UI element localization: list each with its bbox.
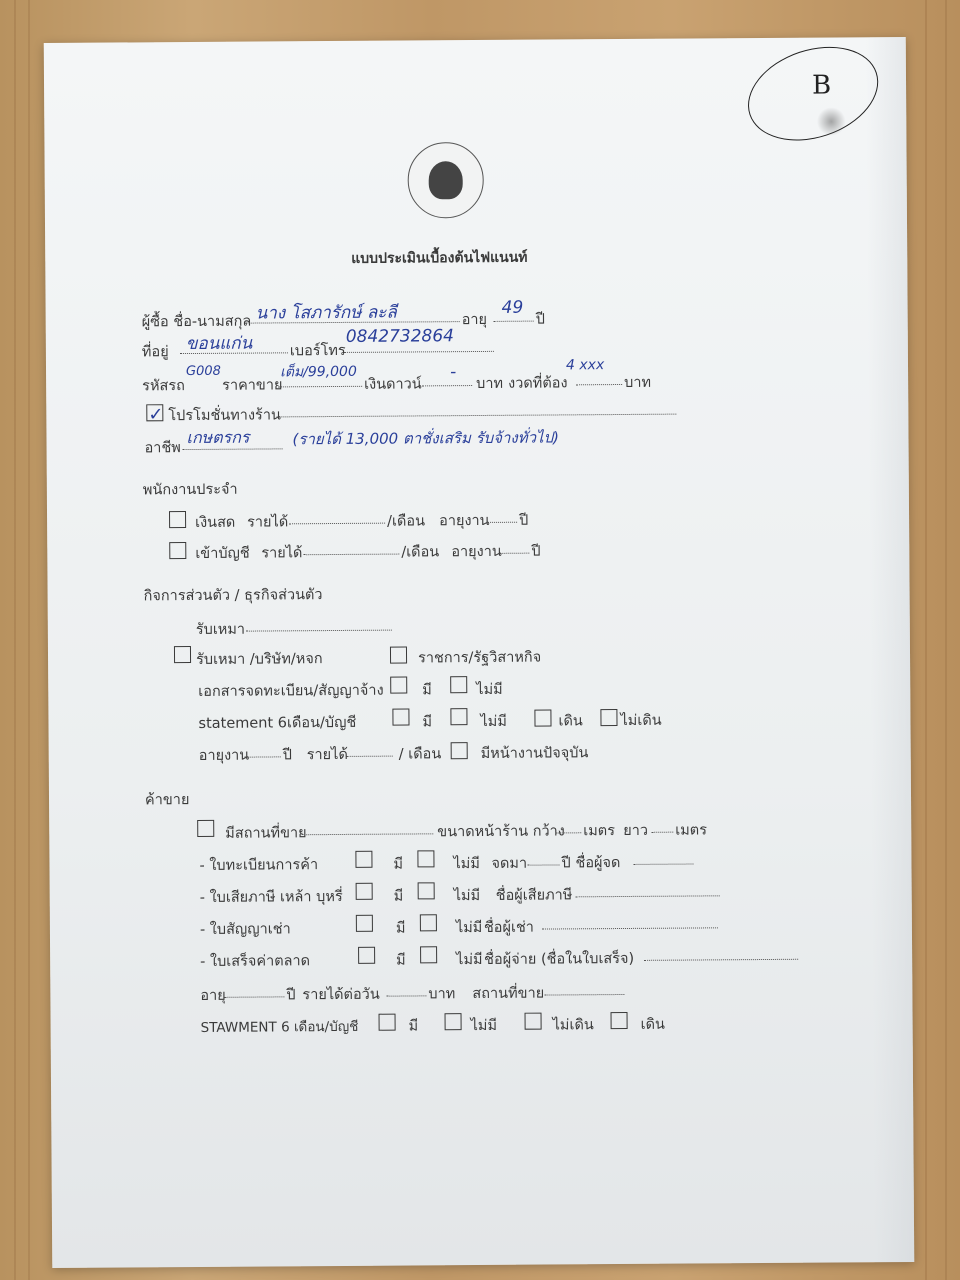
promo-label: โปรโมชั่นทางร้าน <box>168 407 281 425</box>
car-code-label: รหัสรถ <box>142 378 185 395</box>
contract-dotted-line <box>246 630 392 632</box>
year-label: ปี <box>519 512 529 529</box>
income-label-3: รายได้ <box>306 746 348 764</box>
installment-dotted-line <box>576 384 622 385</box>
paper-shading <box>866 37 915 1262</box>
shop-size-label: ขนาดหน้าร้าน กว้าง <box>437 823 565 841</box>
has-not-label: ไม่มี <box>476 681 503 699</box>
down-dotted-line <box>422 385 472 386</box>
tenure-label-2: อายุงาน <box>451 543 502 561</box>
trader-age-dotted-line <box>224 996 284 997</box>
width-dotted-line <box>555 832 581 833</box>
tenure-label-3: อายุงาน <box>198 747 250 764</box>
tenure-dotted-line-2 <box>499 553 529 554</box>
income-label-2: รายได้ <box>261 545 303 562</box>
taxpayer-label: ชื่อผู้เสียภาษี <box>495 887 573 904</box>
has-label-5: มี <box>395 920 406 937</box>
not-moving-label-2: ไม่เดิน <box>552 1017 594 1034</box>
tax-has-checkbox[interactable] <box>356 883 373 900</box>
lease-has-checkbox[interactable] <box>356 915 373 932</box>
baht-label-3: บาท <box>428 986 456 1003</box>
has-place-checkbox[interactable] <box>197 820 214 837</box>
registrant-dotted-line <box>633 864 693 865</box>
sheet-mark: B <box>811 70 832 101</box>
company-logo <box>407 142 484 219</box>
cash-checkbox[interactable] <box>169 511 186 528</box>
stawment-label: STAWMENT 6 เดือน/บัญชี <box>200 1018 359 1036</box>
registrant-label: ชื่อผู้จด <box>575 855 621 872</box>
has-not-label-7: ไม่มี <box>470 1017 498 1035</box>
place-dotted-line <box>301 833 433 835</box>
has-not-label-2: ไม่มี <box>480 713 507 730</box>
registered-dotted-line <box>527 864 559 865</box>
wood-grain <box>925 0 927 1280</box>
year-label-5: ปี <box>286 987 296 1004</box>
government-label: ราชการ/รัฐวิสาหกิจ <box>417 649 542 667</box>
stawment-hasnot-checkbox[interactable] <box>445 1013 462 1030</box>
statement-label: statement 6เดือน/บัญชี <box>198 714 357 732</box>
sale-place-dotted-line <box>544 994 624 996</box>
tenure-dotted-line-3 <box>245 756 281 757</box>
payer-dotted-line <box>644 959 798 961</box>
has-label-6: มี <box>396 952 406 969</box>
stawment-notmoving-checkbox[interactable] <box>525 1013 542 1030</box>
stawment-moving-checkbox[interactable] <box>611 1012 628 1029</box>
age-unit: ปี <box>535 311 545 328</box>
income-label: รายได้ <box>247 514 289 531</box>
government-checkbox[interactable] <box>390 647 407 664</box>
check-icon: ✓ <box>148 404 164 426</box>
phone-dotted-line <box>344 351 494 353</box>
length-label: ยาว <box>623 822 649 839</box>
has-not-label-5: ไม่มี <box>455 919 483 937</box>
statement-hasnot-checkbox[interactable] <box>450 708 467 725</box>
installment-label: งวดที่ต้อง <box>508 375 568 392</box>
wood-grain <box>28 0 30 1280</box>
employee-heading: พนักงานประจำ <box>142 481 238 499</box>
registration-has-checkbox[interactable] <box>390 677 407 694</box>
has-not-label-3: ไม่มี <box>453 855 480 873</box>
has-label-3: มี <box>393 856 404 873</box>
form-title: แบบประเมินเบื้องต้นไฟแนนท์ <box>351 249 528 267</box>
per-month-label: /เดือน <box>387 513 426 530</box>
year-label-2: ปี <box>531 543 541 560</box>
market-hasnot-checkbox[interactable] <box>420 946 437 963</box>
trader-heading: ค้าขาย <box>144 792 190 809</box>
age-value[interactable]: 49 <box>501 297 524 318</box>
current-work-checkbox[interactable] <box>451 742 468 759</box>
trade-reg-hasnot-checkbox[interactable] <box>417 850 434 867</box>
length-dotted-line <box>651 832 673 833</box>
lease-hasnot-checkbox[interactable] <box>420 914 437 931</box>
per-month-label-2: /เดือน <box>401 544 440 561</box>
buyer-name-value[interactable]: นาง โสภารักษ์ ละลี <box>255 302 397 324</box>
moving-label-2: เดิน <box>640 1016 665 1033</box>
occupation-note[interactable]: (รายได้ 13,000 ตาชั่งเสริม รับจ้างทั่วไป) <box>292 428 560 449</box>
occupation-value[interactable]: เกษตรกร <box>186 427 250 448</box>
tax-hasnot-checkbox[interactable] <box>418 882 435 899</box>
has-label-4: มี <box>393 888 404 905</box>
registered-label: จดมา <box>491 855 528 872</box>
logo-bird-icon <box>429 161 463 199</box>
statement-moving-checkbox[interactable] <box>534 709 551 726</box>
income-dotted-line <box>289 523 385 525</box>
tax-receipt-label: - ใบเสียภาษี เหล้า บุหรี่ <box>199 888 343 906</box>
income-dotted-line-2 <box>303 554 399 556</box>
payer-label: ชื่อผู้จ่าย (ชื่อในใบเสร็จ) <box>484 950 635 968</box>
phone-label: เบอร์โทร <box>289 342 346 360</box>
wood-grain <box>945 0 947 1280</box>
income-dotted-line-3 <box>347 756 393 757</box>
down-label: เงินดาวน์ <box>364 376 422 393</box>
taxpayer-dotted-line <box>576 895 720 897</box>
account-checkbox[interactable] <box>169 542 186 559</box>
baht-label: บาท <box>476 375 504 393</box>
age-label: อายุ <box>461 311 488 329</box>
market-has-checkbox[interactable] <box>358 947 375 964</box>
meter-label-2: เมตร <box>675 822 708 839</box>
price-label: ราคาขาย <box>222 377 283 394</box>
has-label: มี <box>422 682 432 699</box>
trade-reg-has-checkbox[interactable] <box>355 851 372 868</box>
daily-income-dotted-line <box>386 995 426 996</box>
has-place-label: มีสถานที่ขาย <box>225 825 307 842</box>
occupation-label: อาชีพ <box>144 440 181 457</box>
has-not-label-4: ไม่มี <box>453 887 481 905</box>
promo-dotted-line <box>276 414 676 418</box>
moving-label: เดิน <box>558 713 583 730</box>
contract-label: รับเหมา <box>195 621 246 638</box>
lessee-label: ชื่อผู้เช่า <box>483 919 534 936</box>
tenure-label: อายุงาน <box>439 512 490 530</box>
statement-notmoving-checkbox[interactable] <box>600 709 617 726</box>
has-not-label-6: ไม่มี <box>456 951 483 969</box>
lease-label: - ใบสัญญาเช่า <box>199 921 291 938</box>
stawment-has-checkbox[interactable] <box>379 1014 396 1031</box>
cash-label: เงินสด <box>195 514 236 531</box>
form-sheet <box>44 37 915 1268</box>
market-receipt-label: - ใบเสร็จค่าตลาด <box>200 953 311 970</box>
year-label-4: ปี <box>561 855 571 872</box>
price-dotted-line <box>278 386 362 388</box>
not-moving-label: ไม่เดิน <box>620 712 662 730</box>
per-month-label-3: / เดือน <box>398 746 442 763</box>
contract-company-label: รับเหมา /บริษัท/หจก <box>195 651 323 668</box>
lessee-dotted-line <box>542 927 718 929</box>
meter-label: เมตร <box>583 823 616 840</box>
trader-age-label: อายุ <box>200 987 226 1004</box>
current-work-label: มีหน้างานปัจจุบัน <box>480 745 589 762</box>
business-heading: กิจการส่วนตัว / ธุรกิจส่วนตัว <box>143 587 323 605</box>
trade-reg-label: - ใบทะเบียนการค้า <box>199 857 319 874</box>
contract-company-checkbox[interactable] <box>174 646 191 663</box>
registration-hasnot-checkbox[interactable] <box>450 676 467 693</box>
has-label-2: มี <box>422 714 433 731</box>
year-label-3: ปี <box>282 747 292 764</box>
ink-smudge <box>816 107 846 135</box>
daily-income-label: รายได้ต่อวัน <box>302 986 380 1004</box>
address-value[interactable]: ขอนแก่น <box>185 333 253 355</box>
statement-has-checkbox[interactable] <box>392 708 409 725</box>
account-label: เข้าบัญชี <box>195 545 250 562</box>
sale-place-label: สถานที่ขาย <box>472 985 545 1003</box>
buyer-name-label: ผู้ซื้อ ชื่อ-นามสกุล <box>141 313 252 331</box>
address-label: ที่อยู่ <box>141 344 169 361</box>
phone-value[interactable]: 0842732864 <box>345 326 455 347</box>
tenure-dotted-line <box>487 522 517 523</box>
installment-value[interactable]: 4 xxx <box>565 357 605 374</box>
down-value[interactable]: - <box>449 362 457 383</box>
has-label-7: มี <box>408 1018 419 1035</box>
car-code-value[interactable]: G008 <box>185 363 221 380</box>
age-dotted-line <box>494 321 534 322</box>
wood-grain <box>14 0 16 1280</box>
price-value[interactable]: เต็ม/99,000 <box>279 363 357 381</box>
registration-docs-label: เอกสารจดทะเบียน/สัญญาจ้าง <box>198 682 384 700</box>
baht-label-2: บาท <box>624 374 652 391</box>
